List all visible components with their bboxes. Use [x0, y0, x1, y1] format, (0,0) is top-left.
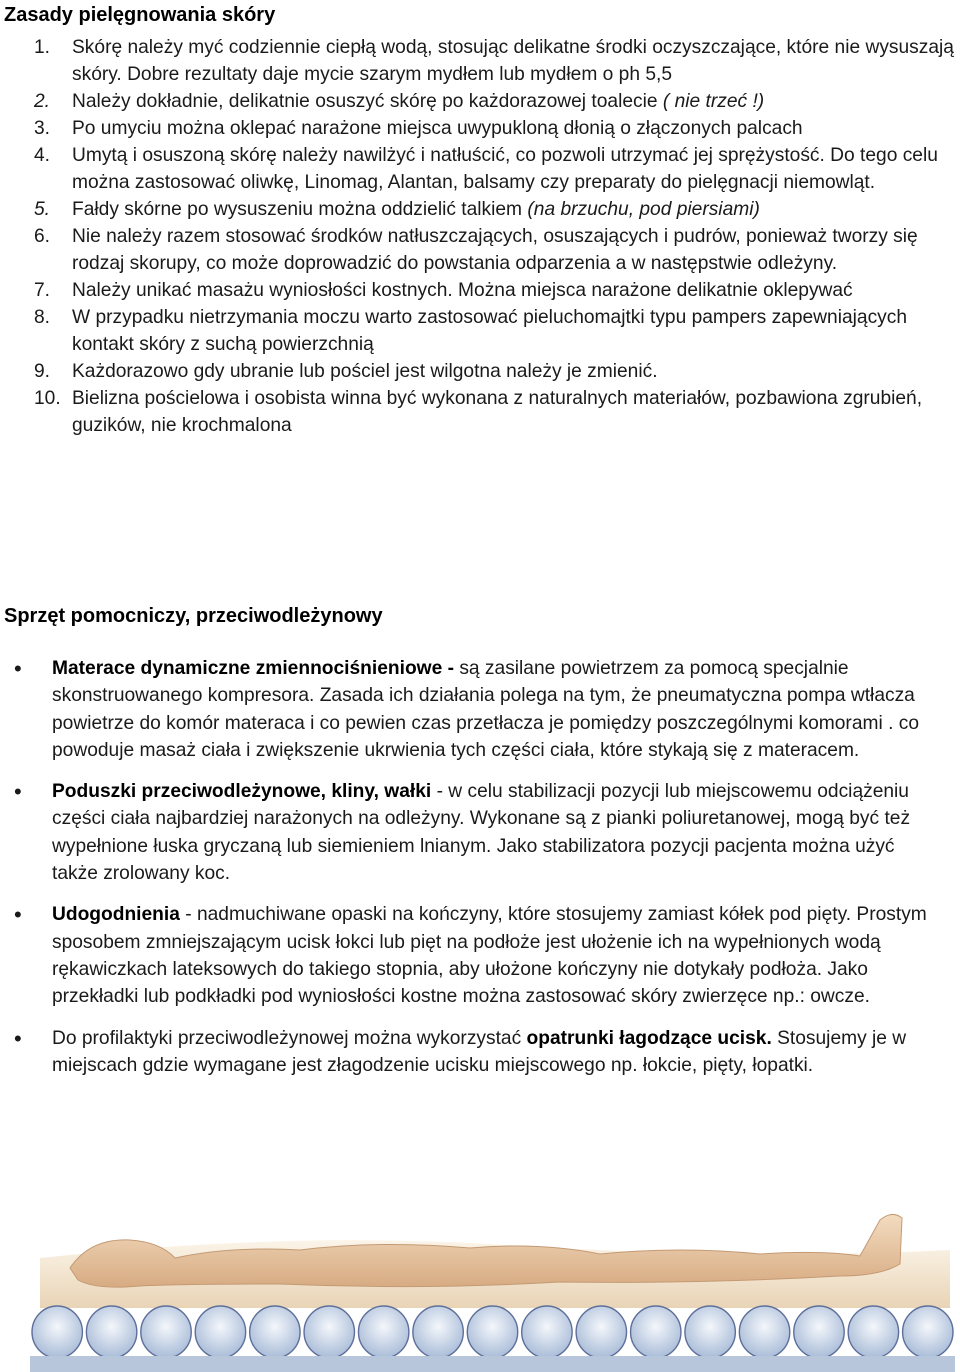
body-text: - nadmuchiwane opaski na kończyny, które stosujemy zamiast kółek pod pięty. Prostym sposobem zmniejszającym ucisk łokci lub pięt na podłoże jest ułożenie ich na wypełnionych wodą rękawiczkach lateksowych do takiego stopnia, aby ułożone kończyny nie dotykały podłoża. Jako przekładki lub podkładki pod wyniosłości kostne można zastosować skóry zwierzęce np.: owcze.	[52, 904, 927, 1008]
air-cell	[467, 1306, 517, 1358]
air-cell	[250, 1306, 300, 1358]
body-text: Do profilaktyki przeciwodleżynowej można wykorzystać	[52, 1027, 527, 1049]
bullet-icon: •	[14, 902, 22, 928]
body-text: Bielizna pościelowa i osobista winna być wykonana z naturalnych materiałów, pozbawiona zgrubień, guzików, nie krochmalona	[72, 388, 923, 436]
list-item	[34, 304, 958, 358]
list-item-number: 10.	[34, 388, 61, 409]
section-title-equipment: Sprzęt pomocniczy, przeciwodleżynowy	[4, 605, 383, 627]
mattress-base	[30, 1356, 955, 1372]
air-cell	[685, 1306, 735, 1358]
mattress-illustration	[0, 1180, 960, 1372]
air-cell	[739, 1306, 789, 1358]
air-cell	[86, 1306, 136, 1358]
list-item-number: 5.	[34, 199, 51, 220]
body-text: Umytą i osuszoną skórę należy nawilżyć i natłuścić, co pozwoli utrzymać jej sprężystość. Do tego celu można zastosować oliwkę, Linomag, Alantan, balsamy czy preparaty do pielęgnacji niemowląt.	[72, 145, 938, 193]
body-text: Należy unikać masażu wyniosłości kostnych. Można miejsca narażone delikatnie oklepywać	[72, 280, 853, 301]
bold-text: Poduszki przeciwodleżynowe, kliny, wałki	[52, 781, 432, 803]
list-item	[34, 385, 958, 439]
list-item	[34, 358, 958, 385]
list-item	[34, 196, 958, 223]
bold-text: Materace dynamiczne zmiennociśnieniowe -	[52, 658, 460, 679]
air-cell	[32, 1306, 82, 1358]
body-text: Nie należy razem stosować środków natłuszczających, osuszających i pudrów, ponieważ tworzy się rodzaj skorupy, co może doprowadzić do powstania odparzenia a w następstwie odleżyny.	[72, 226, 918, 274]
list-item	[34, 277, 958, 304]
air-cell	[903, 1306, 953, 1358]
list-item-number: 4.	[34, 145, 51, 166]
italic-text: (na brzuchu, pod piersiami)	[527, 199, 760, 220]
list-item	[34, 34, 958, 88]
body-text: Każdorazowo gdy ubranie lub pościel jest wilgotna należy je zmienić.	[72, 361, 658, 382]
air-cell	[522, 1306, 572, 1358]
bullet-icon: •	[14, 1025, 22, 1051]
body-text: są zasilane powietrzem za pomocą specjalnie skonstruowanego kompresora. Zasada ich działania polega na tym, że pneumatyczna pompa wtłacza powietrze do komór materaca i co pewien czas przetłacza je pomiędzy poszczególnymi komorami . co powoduje masaż ciała i zwiększenie ukrwienia tych części ciała, które stykają się z materacem.	[52, 658, 919, 761]
list-item-number: 9.	[34, 361, 51, 382]
body-text: Skórę należy myć codziennie ciepłą wodą, stosując delikatne środki oczyszczające, które nie wysuszają skóry. Dobre rezultaty daje mycie szarym mydłem lub mydłem o ph 5,5	[72, 37, 954, 85]
bullet-item	[0, 901, 940, 1010]
bold-text: opatrunki łagodzące ucisk.	[526, 1027, 772, 1049]
bullet-item	[0, 655, 940, 764]
list-item	[34, 142, 958, 196]
body-text: Stosujemy je w miejscach gdzie wymagane jest złagodzenie ucisku miejscowego np. łokcie, pięty, łopatki.	[52, 1027, 907, 1076]
body-text: Fałdy skórne po wysuszeniu można oddzielić talkiem	[72, 199, 528, 220]
list-item-number: 7.	[34, 280, 51, 301]
air-cell	[195, 1306, 245, 1358]
list-item	[34, 115, 958, 142]
air-cell	[576, 1306, 626, 1358]
air-cells	[32, 1306, 953, 1358]
list-item-number: 3.	[34, 118, 51, 139]
list-item-number: 1.	[34, 37, 51, 58]
equipment-list	[0, 655, 940, 1093]
section-title-skin-care: Zasady pielęgnowania skóry	[4, 4, 276, 26]
air-cell	[848, 1306, 898, 1358]
air-cell	[141, 1306, 191, 1358]
bullet-item	[0, 778, 940, 887]
air-cell	[631, 1306, 681, 1358]
body-text: - w celu stabilizacji pozycji lub miejscowemu odciążeniu części ciała najbardziej narażonych na odleżyny. Wykonane są z pianki poliuretanowej, mogą być też wypełnione łuska gryczaną lub siemieniem lnianym. Jako stabilizatora pozycji pacjenta można użyć także zrolowany koc.	[52, 781, 911, 885]
body-text: Po umyciu można oklepać narażone miejsca uwypukloną dłonią o złączonych palcach	[72, 118, 803, 139]
list-item	[34, 88, 958, 115]
air-cell	[358, 1306, 408, 1358]
air-cell	[794, 1306, 844, 1358]
list-item-number: 2.	[34, 91, 51, 112]
air-cell	[304, 1306, 354, 1358]
bold-text: Udogodnienia	[52, 904, 180, 926]
air-cell	[413, 1306, 463, 1358]
list-item	[34, 223, 958, 277]
bullet-item	[0, 1025, 940, 1080]
skin-care-list	[34, 34, 958, 439]
body-text: Należy dokładnie, delikatnie osuszyć skórę po każdorazowej toalecie	[72, 91, 663, 112]
list-item-number: 6.	[34, 226, 51, 247]
list-item-number: 8.	[34, 307, 51, 328]
bullet-icon: •	[14, 656, 22, 681]
italic-text: ( nie trzeć !)	[662, 91, 765, 112]
body-text: W przypadku nietrzymania moczu warto zastosować pieluchomajtki typu pampers zapewniających kontakt skóry z suchą powierzchnią	[72, 307, 908, 355]
bullet-icon: •	[14, 779, 22, 805]
